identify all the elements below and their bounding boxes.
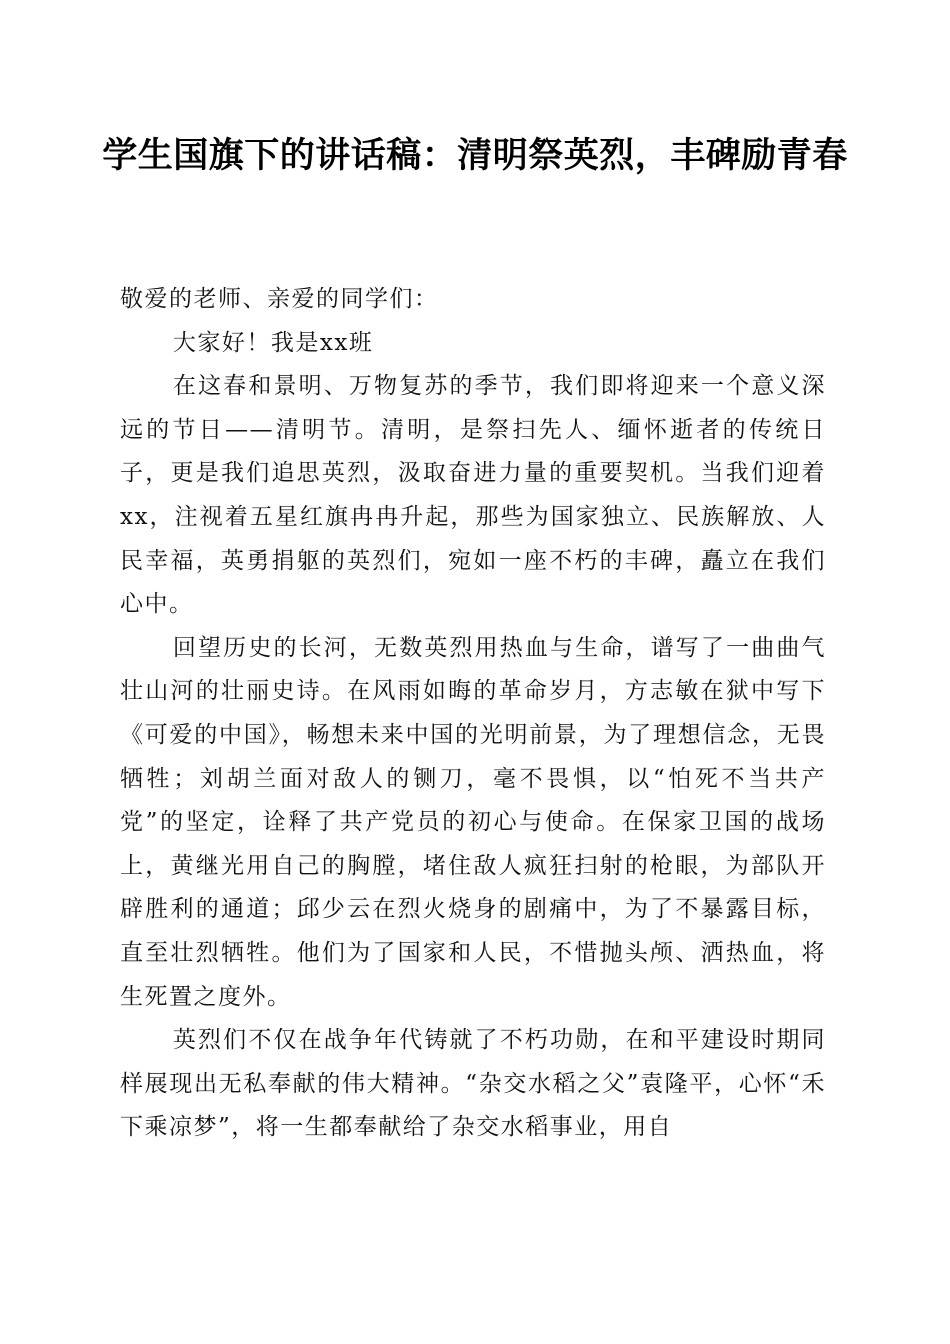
salutation: 敬爱的老师、亲爱的同学们： — [120, 286, 439, 312]
paragraph-peacetime-heroes: 英烈们不仅在战争年代铸就了不朽功勋，在和平建设时期同样展现出无私奉献的伟大精神。“杂交水稻之父”袁隆平，心怀“禾下乘凉梦”，将一生都奉献给了杂交水稻事业，用自 — [120, 1027, 826, 1141]
document-body — [120, 278, 826, 1150]
document-title: 学生国旗下的讲话稿：清明祭英烈，丰碑励青春 — [102, 135, 848, 176]
paragraph-qingming-intro: 在这春和景明、万物复苏的季节，我们即将迎来一个意义深远的节日——清明节。清明，是祭扫先人、缅怀逝者的传统日子，更是我们追思英烈，汲取奋进力量的重要契机。当我们迎着xx，注视着五星红旗冉冉升起，那些为国家独立、民族解放、人民幸福，英勇捐躯的英烈们，宛如一座不朽的丰碑，矗立在我们心中。 — [120, 373, 826, 618]
paragraph-greeting: 大家好！我是xx班 — [172, 329, 374, 356]
paragraph-revolutionary-heroes: 回望历史的长河，无数英烈用热血与生命，谱写了一曲曲气壮山河的壮丽史诗。在风雨如晦的革命岁月，方志敏在狱中写下《可爱的中国》，畅想未来中国的光明前景，为了理想信念，无畏牺牲；刘胡兰面对敌人的铡刀，毫不畏惧，以“怕死不当共产党”的坚定，诠释了共产党员的初心与使命。在保家卫国的战场上，黄继光用自己的胸膛，堵住敌人疯狂扫射的枪眼，为部队开辟胜利的通道；邱少云在烈火烧身的剧痛中，为了不暴露目标，直至壮烈牺牲。他们为了国家和人民，不惜抛头颅、洒热血，将生死置之度外。 — [120, 634, 826, 1010]
